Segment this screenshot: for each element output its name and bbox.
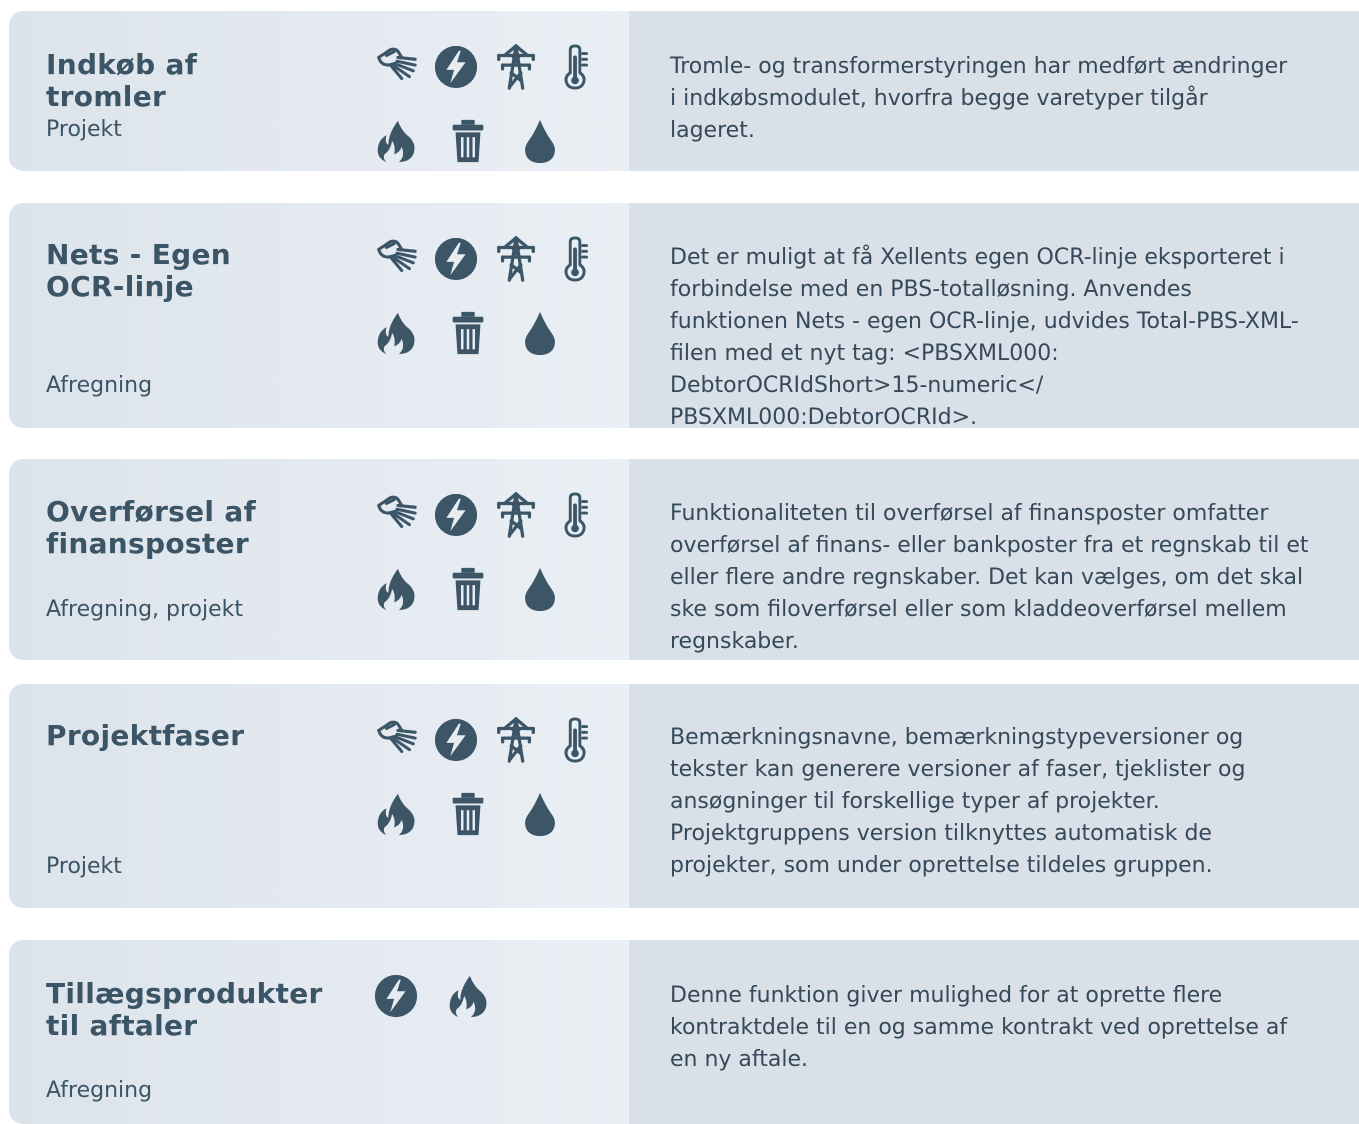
- card-body: [629, 459, 1359, 660]
- card-category: Projekt: [46, 117, 122, 142]
- icon-set: [373, 964, 613, 1028]
- fire-icon: [373, 790, 445, 838]
- card-title: Indkøb af tromler: [46, 48, 198, 113]
- thermometer-icon: [553, 235, 613, 283]
- feature-card: [9, 940, 1359, 1124]
- feature-card: [9, 459, 1359, 660]
- power-tower-icon: [493, 43, 553, 91]
- power-tower-icon: [493, 491, 553, 539]
- trash-icon: [445, 309, 517, 357]
- card-description: Denne funktion giver mulighed for at oprette flere kontraktdele til en og samme kontrakt ved oprettelse af en ny aftale.: [670, 983, 1288, 1072]
- icon-row: [373, 483, 613, 547]
- fire-icon: [373, 117, 445, 165]
- card-description: Det er muligt at få Xellents egen OCR-linje eksporteret i forbindelse med en PBS-totalløsning. Anvendes funktionen Nets - egen OCR-linje, udvides Total-PBS-XML-filen med et nyt tag: <PBSXML000: DebtorOCRIdShort>15-numeric</ PBSXML000:DebtorOCRId>.: [670, 245, 1299, 428]
- feature-card: [9, 203, 1359, 428]
- power-tower-icon: [493, 235, 553, 283]
- fiber-cable-icon: [373, 716, 433, 764]
- water-drop-icon: [517, 565, 589, 613]
- icon-row: [373, 557, 613, 621]
- trash-icon: [445, 565, 517, 613]
- icon-row: [373, 964, 613, 1028]
- card-title: Tillægsprodukter til aftaler: [46, 977, 323, 1042]
- card-category: Projekt: [46, 854, 122, 879]
- fire-icon: [445, 972, 517, 1020]
- feature-card: [9, 11, 1359, 171]
- card-description: Tromle- og transformerstyringen har medført ændringer i indkøbsmodulet, hvorfra begge varetyper tilgår lageret.: [670, 54, 1288, 143]
- card-header: [9, 459, 629, 660]
- icon-set: [373, 227, 613, 365]
- icon-row: [373, 301, 613, 365]
- icon-row: [373, 708, 613, 772]
- fiber-cable-icon: [373, 43, 433, 91]
- card-category: Afregning: [46, 1078, 153, 1103]
- power-tower-icon: [493, 716, 553, 764]
- icon-set: [373, 35, 613, 171]
- fiber-cable-icon: [373, 491, 433, 539]
- icon-row: [373, 35, 613, 99]
- card-header: [9, 940, 629, 1124]
- card-header: [9, 203, 629, 428]
- trash-icon: [445, 117, 517, 165]
- electricity-icon: [373, 972, 445, 1020]
- card-body: [629, 203, 1359, 428]
- fiber-cable-icon: [373, 235, 433, 283]
- card-category: Afregning, projekt: [46, 597, 244, 622]
- feature-card: [9, 684, 1359, 908]
- electricity-icon: [433, 43, 493, 91]
- card-body: [629, 684, 1359, 908]
- thermometer-icon: [553, 716, 613, 764]
- water-drop-icon: [517, 309, 589, 357]
- icon-set: [373, 708, 613, 846]
- card-title: Projektfaser: [46, 719, 245, 752]
- card-body: [629, 940, 1359, 1124]
- thermometer-icon: [553, 43, 613, 91]
- card-title: Nets - Egen OCR-linje: [46, 238, 231, 303]
- icon-row: [373, 782, 613, 846]
- card-header: [9, 11, 629, 171]
- water-drop-icon: [517, 117, 589, 165]
- icon-row: [373, 227, 613, 291]
- card-header: [9, 684, 629, 908]
- water-drop-icon: [517, 790, 589, 838]
- thermometer-icon: [553, 491, 613, 539]
- fire-icon: [373, 309, 445, 357]
- trash-icon: [445, 790, 517, 838]
- card-description: Bemærkningsnavne, bemærkningstypeversioner og tekster kan generere versioner af faser, tjeklister og ansøgninger til forskellige typer af projekter. Projektgruppens version tilknyttes automatisk de projekter, som under oprettelse tildeles gruppen.: [670, 725, 1246, 878]
- card-body: [629, 11, 1359, 171]
- electricity-icon: [433, 491, 493, 539]
- card-description: Funktionaliteten til overførsel af finansposter omfatter overførsel af finans- eller bankposter fra et regnskab til et eller flere andre regnskaber. Det kan vælges, om det skal ske som filoverførsel eller som kladdeoverførsel mellem regnskaber.: [670, 501, 1309, 654]
- fire-icon: [373, 565, 445, 613]
- card-category: Afregning: [46, 373, 153, 398]
- icon-row: [373, 109, 613, 171]
- icon-set: [373, 483, 613, 621]
- card-title: Overførsel af finansposter: [46, 495, 257, 560]
- electricity-icon: [433, 235, 493, 283]
- electricity-icon: [433, 716, 493, 764]
